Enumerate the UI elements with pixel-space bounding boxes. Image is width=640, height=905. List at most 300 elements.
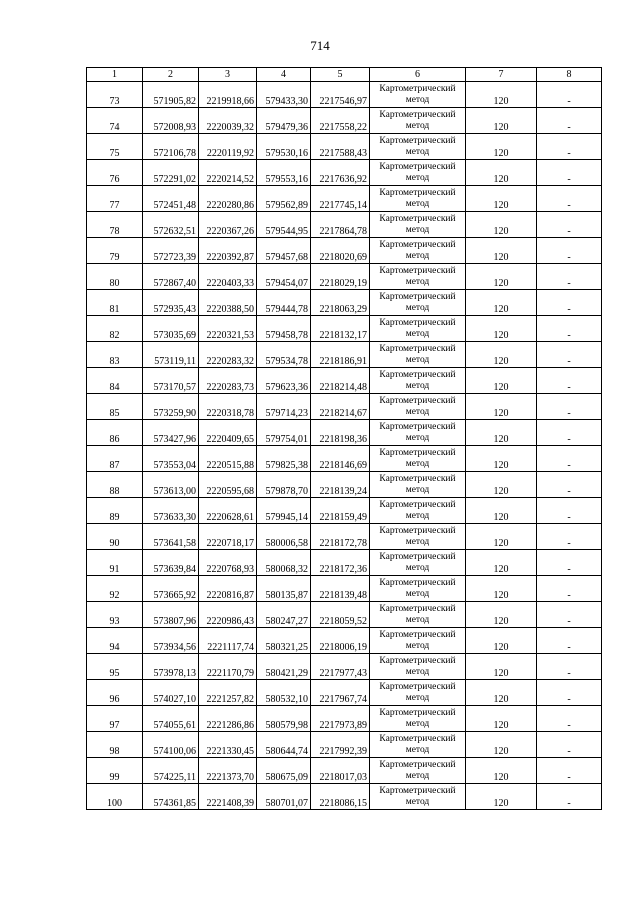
value-cell: 120 <box>466 108 537 134</box>
method-line-2: метод <box>405 250 430 261</box>
coordinate-cell: 579454,07 <box>257 264 311 290</box>
coordinate-cell: 579754,01 <box>257 420 311 446</box>
point-number-cell: 73 <box>87 82 143 108</box>
method-line-1: Картометрический <box>379 343 456 354</box>
method-line-2: метод <box>405 588 430 599</box>
coordinate-cell: 2218214,48 <box>311 368 370 394</box>
coordinate-cell: 2221286,86 <box>199 706 257 732</box>
value-cell: 120 <box>466 264 537 290</box>
point-number-cell: 98 <box>87 732 143 758</box>
coordinate-cell: 2220515,88 <box>199 446 257 472</box>
value-cell: 120 <box>466 784 537 810</box>
dash-cell: - <box>537 368 602 394</box>
coordinate-cell: 580579,98 <box>257 706 311 732</box>
dash-cell: - <box>537 212 602 238</box>
dash-cell: - <box>537 732 602 758</box>
coordinate-cell: 2220321,53 <box>199 316 257 342</box>
value-cell: 120 <box>466 368 537 394</box>
method-cell <box>370 576 466 602</box>
method-cell <box>370 628 466 654</box>
method-line-1: Картометрический <box>379 759 456 770</box>
table-row <box>87 706 602 732</box>
method-line-2: метод <box>405 458 430 469</box>
coordinate-cell: 2218186,91 <box>311 342 370 368</box>
coordinate-cell: 573978,13 <box>143 654 199 680</box>
method-line-2: метод <box>405 484 430 495</box>
column-header: 6 <box>370 68 466 82</box>
coordinate-cell: 573639,84 <box>143 550 199 576</box>
point-number-cell: 100 <box>87 784 143 810</box>
method-line-1: Картометрический <box>379 473 456 484</box>
coordinate-cell: 2220816,87 <box>199 576 257 602</box>
value-cell: 120 <box>466 498 537 524</box>
method-line-2: метод <box>405 146 430 157</box>
coordinate-cell: 573613,00 <box>143 472 199 498</box>
method-line-2: метод <box>405 692 430 703</box>
method-line-2: метод <box>405 614 430 625</box>
coordinate-cell: 2218146,69 <box>311 446 370 472</box>
point-number-cell: 94 <box>87 628 143 654</box>
method-line-1: Картометрический <box>379 447 456 458</box>
dash-cell: - <box>537 628 602 654</box>
dash-cell: - <box>537 784 602 810</box>
coordinate-cell: 579444,78 <box>257 290 311 316</box>
coordinate-cell: 2220318,78 <box>199 394 257 420</box>
coordinate-cell: 2217967,74 <box>311 680 370 706</box>
point-number-cell: 97 <box>87 706 143 732</box>
method-line-2: метод <box>405 770 430 781</box>
dash-cell: - <box>537 420 602 446</box>
coordinate-cell: 580532,10 <box>257 680 311 706</box>
coordinate-cell: 2221257,82 <box>199 680 257 706</box>
table-row <box>87 446 602 472</box>
coordinate-cell: 573119,11 <box>143 342 199 368</box>
coordinate-cell: 572106,78 <box>143 134 199 160</box>
method-line-1: Картометрический <box>379 395 456 406</box>
header-row <box>87 68 602 82</box>
table-row <box>87 186 602 212</box>
method-line-2: метод <box>405 432 430 443</box>
dash-cell: - <box>537 134 602 160</box>
point-number-cell: 86 <box>87 420 143 446</box>
value-cell: 120 <box>466 654 537 680</box>
table-row <box>87 784 602 810</box>
method-line-2: метод <box>405 640 430 651</box>
coordinate-cell: 2218017,03 <box>311 758 370 784</box>
method-cell <box>370 82 466 108</box>
dash-cell: - <box>537 342 602 368</box>
point-number-cell: 75 <box>87 134 143 160</box>
method-cell <box>370 394 466 420</box>
coordinate-cell: 2220392,87 <box>199 238 257 264</box>
coordinate-cell: 579544,95 <box>257 212 311 238</box>
value-cell: 120 <box>466 628 537 654</box>
method-line-1: Картометрический <box>379 577 456 588</box>
coordinate-cell: 579433,30 <box>257 82 311 108</box>
method-line-1: Картометрический <box>379 421 456 432</box>
coordinate-cell: 580135,87 <box>257 576 311 602</box>
table-row <box>87 680 602 706</box>
method-line-2: метод <box>405 562 430 573</box>
method-cell <box>370 446 466 472</box>
coordinate-cell: 2218063,29 <box>311 290 370 316</box>
method-line-2: метод <box>405 302 430 313</box>
point-number-cell: 88 <box>87 472 143 498</box>
coordinate-cell: 2220409,65 <box>199 420 257 446</box>
table-row <box>87 550 602 576</box>
method-cell <box>370 316 466 342</box>
dash-cell: - <box>537 706 602 732</box>
coordinate-cell: 572291,02 <box>143 160 199 186</box>
value-cell: 120 <box>466 602 537 628</box>
value-cell: 120 <box>466 524 537 550</box>
coordinate-cell: 2220403,33 <box>199 264 257 290</box>
dash-cell: - <box>537 394 602 420</box>
method-line-2: метод <box>405 510 430 521</box>
coordinate-cell: 2220283,73 <box>199 368 257 394</box>
method-line-1: Картометрический <box>379 187 456 198</box>
method-cell <box>370 134 466 160</box>
table-row <box>87 472 602 498</box>
method-cell <box>370 238 466 264</box>
dash-cell: - <box>537 498 602 524</box>
point-number-cell: 82 <box>87 316 143 342</box>
method-line-2: метод <box>405 198 430 209</box>
value-cell: 120 <box>466 732 537 758</box>
table-row <box>87 316 602 342</box>
coordinate-cell: 572867,40 <box>143 264 199 290</box>
dash-cell: - <box>537 316 602 342</box>
value-cell: 120 <box>466 550 537 576</box>
coordinate-cell: 2218132,17 <box>311 316 370 342</box>
coordinate-cell: 2217558,22 <box>311 108 370 134</box>
value-cell: 120 <box>466 680 537 706</box>
method-line-1: Картометрический <box>379 239 456 250</box>
coordinate-cell: 2217546,97 <box>311 82 370 108</box>
method-cell <box>370 420 466 446</box>
value-cell: 120 <box>466 316 537 342</box>
method-cell <box>370 732 466 758</box>
point-number-cell: 74 <box>87 108 143 134</box>
method-line-1: Картометрический <box>379 785 456 796</box>
coordinate-cell: 580675,09 <box>257 758 311 784</box>
value-cell: 120 <box>466 576 537 602</box>
table-row <box>87 342 602 368</box>
coordinate-cell: 573807,96 <box>143 602 199 628</box>
table-row <box>87 160 602 186</box>
coordinate-cell: 2221330,45 <box>199 732 257 758</box>
coordinate-cell: 2220768,93 <box>199 550 257 576</box>
coordinate-cell: 2220214,52 <box>199 160 257 186</box>
coordinate-cell: 580701,07 <box>257 784 311 810</box>
dash-cell: - <box>537 446 602 472</box>
method-line-1: Картометрический <box>379 499 456 510</box>
column-header: 2 <box>143 68 199 82</box>
method-cell <box>370 342 466 368</box>
value-cell: 120 <box>466 134 537 160</box>
method-line-1: Картометрический <box>379 161 456 172</box>
coordinate-cell: 579562,89 <box>257 186 311 212</box>
coordinate-cell: 580421,29 <box>257 654 311 680</box>
table-row <box>87 394 602 420</box>
table-row <box>87 654 602 680</box>
coordinate-cell: 2218006,19 <box>311 628 370 654</box>
point-number-cell: 92 <box>87 576 143 602</box>
coordinate-cell: 2217977,43 <box>311 654 370 680</box>
method-line-1: Картометрический <box>379 707 456 718</box>
value-cell: 120 <box>466 212 537 238</box>
coordinate-cell: 574100,06 <box>143 732 199 758</box>
coordinate-cell: 579825,38 <box>257 446 311 472</box>
coordinate-cell: 580247,27 <box>257 602 311 628</box>
coordinate-cell: 2217745,14 <box>311 186 370 212</box>
method-cell <box>370 550 466 576</box>
coordinate-cell: 579479,36 <box>257 108 311 134</box>
coordinate-cell: 572935,43 <box>143 290 199 316</box>
coordinate-cell: 2218020,69 <box>311 238 370 264</box>
coordinate-cell: 571905,82 <box>143 82 199 108</box>
value-cell: 120 <box>466 290 537 316</box>
coordinate-cell: 2221117,74 <box>199 628 257 654</box>
coordinate-cell: 579714,23 <box>257 394 311 420</box>
method-line-2: метод <box>405 406 430 417</box>
coordinate-cell: 573633,30 <box>143 498 199 524</box>
method-line-2: метод <box>405 718 430 729</box>
method-cell <box>370 524 466 550</box>
coordinate-cell: 2218086,15 <box>311 784 370 810</box>
point-number-cell: 84 <box>87 368 143 394</box>
method-cell <box>370 290 466 316</box>
method-line-1: Картометрический <box>379 291 456 302</box>
method-line-2: метод <box>405 328 430 339</box>
coordinate-cell: 2218139,24 <box>311 472 370 498</box>
method-line-2: метод <box>405 224 430 235</box>
coordinate-cell: 572451,48 <box>143 186 199 212</box>
value-cell: 120 <box>466 758 537 784</box>
column-header: 3 <box>199 68 257 82</box>
method-line-1: Картометрический <box>379 681 456 692</box>
table-row <box>87 264 602 290</box>
method-line-1: Картометрический <box>379 83 456 94</box>
dash-cell: - <box>537 758 602 784</box>
dash-cell: - <box>537 82 602 108</box>
coordinate-cell: 2220280,86 <box>199 186 257 212</box>
coordinate-cell: 580006,58 <box>257 524 311 550</box>
method-line-2: метод <box>405 796 430 807</box>
coordinate-cell: 579458,78 <box>257 316 311 342</box>
dash-cell: - <box>537 264 602 290</box>
coordinate-cell: 2218059,52 <box>311 602 370 628</box>
table-row <box>87 758 602 784</box>
coordinate-cell: 574225,11 <box>143 758 199 784</box>
method-line-2: метод <box>405 744 430 755</box>
method-cell <box>370 264 466 290</box>
value-cell: 120 <box>466 160 537 186</box>
coordinate-cell: 2220283,32 <box>199 342 257 368</box>
coordinate-cell: 2217864,78 <box>311 212 370 238</box>
method-line-2: метод <box>405 172 430 183</box>
method-line-2: метод <box>405 120 430 131</box>
dash-cell: - <box>537 108 602 134</box>
value-cell: 120 <box>466 238 537 264</box>
point-number-cell: 85 <box>87 394 143 420</box>
coordinate-cell: 574361,85 <box>143 784 199 810</box>
point-number-cell: 95 <box>87 654 143 680</box>
value-cell: 120 <box>466 82 537 108</box>
coordinate-cell: 579945,14 <box>257 498 311 524</box>
dash-cell: - <box>537 654 602 680</box>
table-row <box>87 82 602 108</box>
coordinate-cell: 580068,32 <box>257 550 311 576</box>
coordinate-cell: 2220595,68 <box>199 472 257 498</box>
coordinate-cell: 573035,69 <box>143 316 199 342</box>
method-line-1: Картометрический <box>379 317 456 328</box>
coordinate-cell: 2217588,43 <box>311 134 370 160</box>
coordinate-cell: 2218172,78 <box>311 524 370 550</box>
method-cell <box>370 784 466 810</box>
coordinate-cell: 2218139,48 <box>311 576 370 602</box>
point-number-cell: 89 <box>87 498 143 524</box>
point-number-cell: 90 <box>87 524 143 550</box>
method-cell <box>370 706 466 732</box>
point-number-cell: 81 <box>87 290 143 316</box>
coordinate-cell: 572723,39 <box>143 238 199 264</box>
method-line-1: Картометрический <box>379 265 456 276</box>
point-number-cell: 79 <box>87 238 143 264</box>
coordinate-cell: 579623,36 <box>257 368 311 394</box>
coordinate-cell: 2220367,26 <box>199 212 257 238</box>
value-cell: 120 <box>466 342 537 368</box>
method-line-1: Картометрический <box>379 655 456 666</box>
coordinate-cell: 574055,61 <box>143 706 199 732</box>
coordinate-cell: 572632,51 <box>143 212 199 238</box>
coordinate-cell: 573170,57 <box>143 368 199 394</box>
coordinate-cell: 579457,68 <box>257 238 311 264</box>
dash-cell: - <box>537 186 602 212</box>
method-line-1: Картометрический <box>379 551 456 562</box>
point-number-cell: 91 <box>87 550 143 576</box>
coordinate-cell: 579878,70 <box>257 472 311 498</box>
method-cell <box>370 186 466 212</box>
point-number-cell: 96 <box>87 680 143 706</box>
coordinate-cell: 2220388,50 <box>199 290 257 316</box>
value-cell: 120 <box>466 420 537 446</box>
method-line-2: метод <box>405 380 430 391</box>
coordinate-cell: 573641,58 <box>143 524 199 550</box>
method-cell <box>370 472 466 498</box>
coordinate-cell: 2218214,67 <box>311 394 370 420</box>
method-cell <box>370 108 466 134</box>
method-cell <box>370 498 466 524</box>
method-cell <box>370 160 466 186</box>
table-row <box>87 524 602 550</box>
coordinate-cell: 579553,16 <box>257 160 311 186</box>
point-number-cell: 99 <box>87 758 143 784</box>
column-header: 5 <box>311 68 370 82</box>
method-cell <box>370 680 466 706</box>
method-cell <box>370 758 466 784</box>
coordinate-cell: 580321,25 <box>257 628 311 654</box>
method-line-1: Картометрический <box>379 369 456 380</box>
method-cell <box>370 212 466 238</box>
method-cell <box>370 654 466 680</box>
table-row <box>87 602 602 628</box>
dash-cell: - <box>537 602 602 628</box>
coordinate-cell: 2219918,66 <box>199 82 257 108</box>
point-number-cell: 93 <box>87 602 143 628</box>
method-line-1: Картометрический <box>379 525 456 536</box>
value-cell: 120 <box>466 446 537 472</box>
table-row <box>87 420 602 446</box>
point-number-cell: 80 <box>87 264 143 290</box>
coordinate-cell: 2218172,36 <box>311 550 370 576</box>
column-header: 1 <box>87 68 143 82</box>
table-row <box>87 134 602 160</box>
coordinate-cell: 2221373,70 <box>199 758 257 784</box>
dash-cell: - <box>537 290 602 316</box>
coordinate-cell: 573427,96 <box>143 420 199 446</box>
table-row <box>87 628 602 654</box>
table-row <box>87 238 602 264</box>
coordinate-cell: 2220039,32 <box>199 108 257 134</box>
table-row <box>87 576 602 602</box>
method-line-1: Картометрический <box>379 733 456 744</box>
method-line-2: метод <box>405 94 430 105</box>
dash-cell: - <box>537 576 602 602</box>
coordinate-cell: 2218198,36 <box>311 420 370 446</box>
column-header: 4 <box>257 68 311 82</box>
coordinate-cell: 572008,93 <box>143 108 199 134</box>
point-number-cell: 76 <box>87 160 143 186</box>
coordinate-cell: 574027,10 <box>143 680 199 706</box>
method-line-1: Картометрический <box>379 135 456 146</box>
coordinate-cell: 2218159,49 <box>311 498 370 524</box>
dash-cell: - <box>537 680 602 706</box>
coordinate-cell: 573553,04 <box>143 446 199 472</box>
table-row <box>87 498 602 524</box>
dash-cell: - <box>537 550 602 576</box>
coordinate-cell: 2217973,89 <box>311 706 370 732</box>
column-header: 8 <box>537 68 602 82</box>
value-cell: 120 <box>466 186 537 212</box>
coordinate-cell: 2220718,17 <box>199 524 257 550</box>
dash-cell: - <box>537 160 602 186</box>
method-line-1: Картометрический <box>379 603 456 614</box>
coordinate-cell: 2217636,92 <box>311 160 370 186</box>
coordinate-cell: 573259,90 <box>143 394 199 420</box>
method-line-1: Картометрический <box>379 109 456 120</box>
method-line-2: метод <box>405 276 430 287</box>
coordinate-cell: 579534,78 <box>257 342 311 368</box>
coordinate-cell: 580644,74 <box>257 732 311 758</box>
coordinate-cell: 579530,16 <box>257 134 311 160</box>
method-line-2: метод <box>405 666 430 677</box>
table-row <box>87 368 602 394</box>
dash-cell: - <box>537 238 602 264</box>
coordinate-cell: 573934,56 <box>143 628 199 654</box>
coordinate-cell: 2220628,61 <box>199 498 257 524</box>
coordinate-cell: 2221408,39 <box>199 784 257 810</box>
coordinates-table <box>86 67 602 810</box>
value-cell: 120 <box>466 706 537 732</box>
column-header: 7 <box>466 68 537 82</box>
table-row <box>87 212 602 238</box>
point-number-cell: 87 <box>87 446 143 472</box>
dash-cell: - <box>537 472 602 498</box>
table-row <box>87 732 602 758</box>
coordinate-cell: 573665,92 <box>143 576 199 602</box>
table-row <box>87 108 602 134</box>
